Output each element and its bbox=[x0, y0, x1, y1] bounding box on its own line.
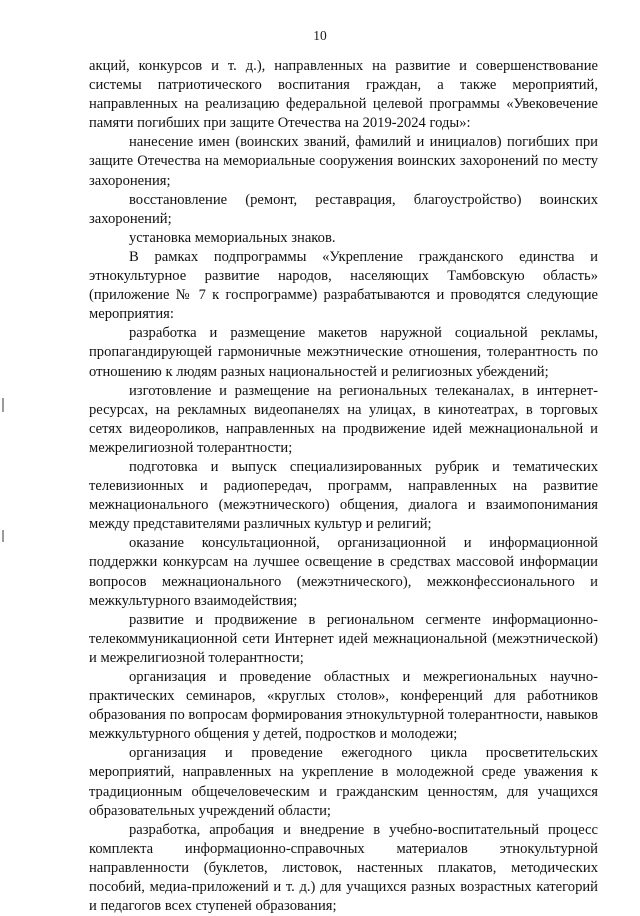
scan-margin-mark bbox=[2, 530, 4, 542]
paragraph: восстановление (ремонт, реставрация, благоустройство) воинских захоронений; bbox=[89, 191, 598, 227]
page-number: 10 bbox=[313, 28, 327, 43]
paragraph: оказание консультационной, организационной и информационной поддержки конкурсам на лучшее освещение в средствах массовой информации вопросов межнационального (межэтнического), межконфессионального и межкультурного взаимодействия; bbox=[89, 535, 598, 609]
paragraph: установка мемориальных знаков. bbox=[129, 229, 336, 246]
paragraph: организация и проведение ежегодного цикла просветительских мероприятий, направленных на укрепление в молодежной среде уважения к традиционным общечеловеческим и гражданским ценностям, для учащихся образовательных учреждений области; bbox=[89, 745, 598, 819]
scan-margin-mark bbox=[2, 398, 4, 412]
paragraph: акций, конкурсов и т. д.), направленных на развитие и совершенствование системы патриотического воспитания граждан, а также мероприятий, направленных на реализацию федеральной целевой программы «Увековечение памяти погибших при защите Отечества на 2019-2024 годы»: bbox=[89, 58, 598, 132]
paragraph: разработка и размещение макетов наружной социальной рекламы, пропагандирующей гармоничные межэтнические отношения, толерантность по отношению к людям разных национальностей и религиозных убеждений; bbox=[89, 325, 598, 380]
paragraph: изготовление и размещение на региональных телеканалах, в интернет-ресурсах, на рекламных видеопанелях на улицах, в кинотеатрах, в торговых сетях видеороликов, направленных на продвижение идей межнациональной и межрелигиозной толерантности; bbox=[89, 382, 598, 456]
paragraph: нанесение имен (воинских званий, фамилий и инициалов) погибших при защите Отечества на мемориальные сооружения воинских захоронений по месту захоронения; bbox=[89, 134, 598, 189]
paragraph: подготовка и выпуск специализированных рубрик и тематических телевизионных и радиопередач, программ, направленных на развитие межнационального (межэтнического) общения, диалога и взаимопонимания между представителями различных культур и религий; bbox=[89, 458, 598, 533]
paragraph: В рамках подпрограммы «Укрепление гражданского единства и этнокультурное развитие народов, населяющих Тамбовскую область» (приложение № 7 к госпрограмме) разрабатываются и проводятся следующие мероприятия: bbox=[89, 248, 598, 323]
document-body bbox=[89, 57, 598, 916]
paragraph: разработка, апробация и внедрение в учебно-воспитательный процесс комплекта информационно-справочных материалов этнокультурной направленности (буклетов, листовок, настенных плакатов, методических пособий, медиа-приложений и т. д.) для учащихся разных возрастных категорий и педагогов всех ступеней образования; bbox=[89, 821, 598, 915]
paragraph: развитие и продвижение в региональном сегменте информационно-телекоммуникационной сети Интернет идей межнациональной (межэтнической) и межрелигиозной толерантности; bbox=[89, 611, 598, 666]
paragraph: организация и проведение областных и межрегиональных научно-практических семинаров, «круглых столов», конференций для работников образования по вопросам формирования этнокультурной толерантности, навыков межкультурного общения у детей, подростков и молодежи; bbox=[89, 669, 598, 743]
